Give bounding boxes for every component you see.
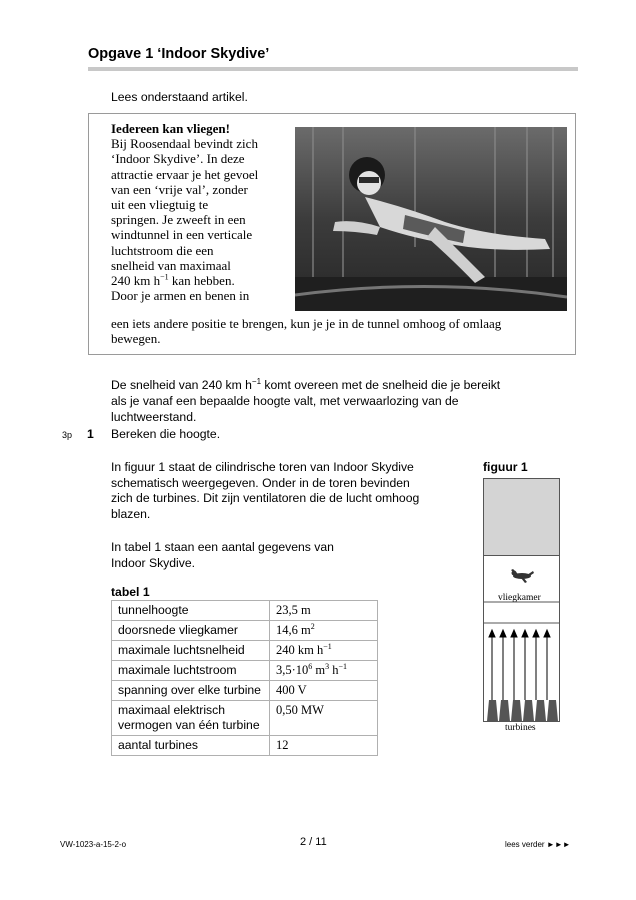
label-turbines: turbines [505, 723, 536, 733]
table-cell-label: maximale luchtstroom [112, 661, 270, 681]
paragraph-figure: In figuur 1 staat de cilindrische toren van Indoor Skydive schematisch weergegeven. Onder in de toren bevinden zich de turbines. Dit zijn ventilatoren die de lucht omhoog blazen. [111, 460, 420, 521]
footer-code: VW-1023-a-15-2-o [60, 840, 127, 849]
table-cell-label: spanning over elke turbine [112, 681, 270, 701]
article-heading: Iedereen kan vliegen! [111, 121, 230, 136]
article-line: ‘Indoor Skydive’. In deze [111, 151, 245, 167]
article-line-speed: 240 km $h^{-1}$ kan hebben. [111, 272, 235, 289]
paragraph-table: In tabel 1 staan een aantal gegevens van Indoor Skydive. [111, 540, 334, 570]
paragraph-speed: De snelheid van 240 km $h^{-1}$ komt overeen met de snelheid die je bereikt [111, 376, 501, 392]
table-cell-label: maximale luchtsnelheid [112, 641, 270, 661]
paragraph-line: luchtweerstand. [111, 410, 197, 424]
article-line: luchtstroom die een [111, 242, 214, 258]
paragraph-line: als je vanaf een bepaalde hoogte valt, met verwaarlozing van de [111, 394, 459, 408]
footer-page-number: 2 / 11 [300, 836, 327, 848]
article-line: van een ‘vrije val’, zonder [111, 181, 248, 197]
article-line: attractie ervaar je het gevoel [111, 166, 259, 182]
article-line: een iets andere positie te brengen, kun je je in de tunnel omhoog of omlaag [111, 316, 502, 331]
label-vliegkamer: vliegkamer [498, 593, 541, 603]
table-caption: tabel 1 [111, 585, 150, 599]
table-cell-value: 400 V [270, 681, 378, 701]
table-cell-value: 23,5 m [270, 601, 378, 621]
skydiver-photo [295, 127, 567, 311]
footer-next: lees verder ►►► [505, 840, 571, 849]
data-table [111, 600, 378, 756]
article-text [111, 121, 296, 303]
table-cell-label: tunnelhoogte [112, 601, 270, 621]
article-line: bewegen. [111, 331, 161, 346]
table-cell-label: doorsnede vliegkamer [112, 621, 270, 641]
question-text: Bereken die hoogte. [111, 427, 221, 441]
article-line: springen. Je zweeft in een [111, 212, 246, 228]
table-cell-label: maximaal elektrisch vermogen van één turbine [112, 701, 270, 736]
article-line: snelheid van maximaal [111, 257, 231, 273]
table-row [112, 661, 378, 681]
table-row [112, 701, 378, 736]
table-row [112, 681, 378, 701]
title-divider [88, 67, 578, 71]
table-row [112, 621, 378, 641]
table-cell-value: 0,50 MW [270, 701, 378, 736]
question-number: 1 [87, 427, 94, 441]
table-cell-value: 12 [270, 736, 378, 756]
article-line: windtunnel in een verticale [111, 227, 253, 243]
article-line: Door je armen en benen in [111, 288, 250, 304]
figure-caption: figuur 1 [483, 460, 528, 474]
table-cell-value: 240 km $h^{-1}$ [270, 641, 378, 661]
table-row [112, 736, 378, 756]
question-points: 3p [62, 430, 73, 440]
article-line: Bij Roosendaal bevindt zich [111, 136, 258, 152]
table-row [112, 641, 378, 661]
table-row [112, 601, 378, 621]
page-title: Opgave 1 ‘Indoor Skydive’ [88, 46, 270, 62]
table-cell-value: $3,5\cdot 10^6$ $m^3$ $h^{-1}$ [270, 661, 378, 681]
table-cell-value: 14,6 $m^2$ [270, 621, 378, 641]
table-cell-label: aantal turbines [112, 736, 270, 756]
intro-text: Lees onderstaand artikel. [111, 90, 248, 104]
article-line: uit een vliegtuig te [111, 197, 209, 213]
